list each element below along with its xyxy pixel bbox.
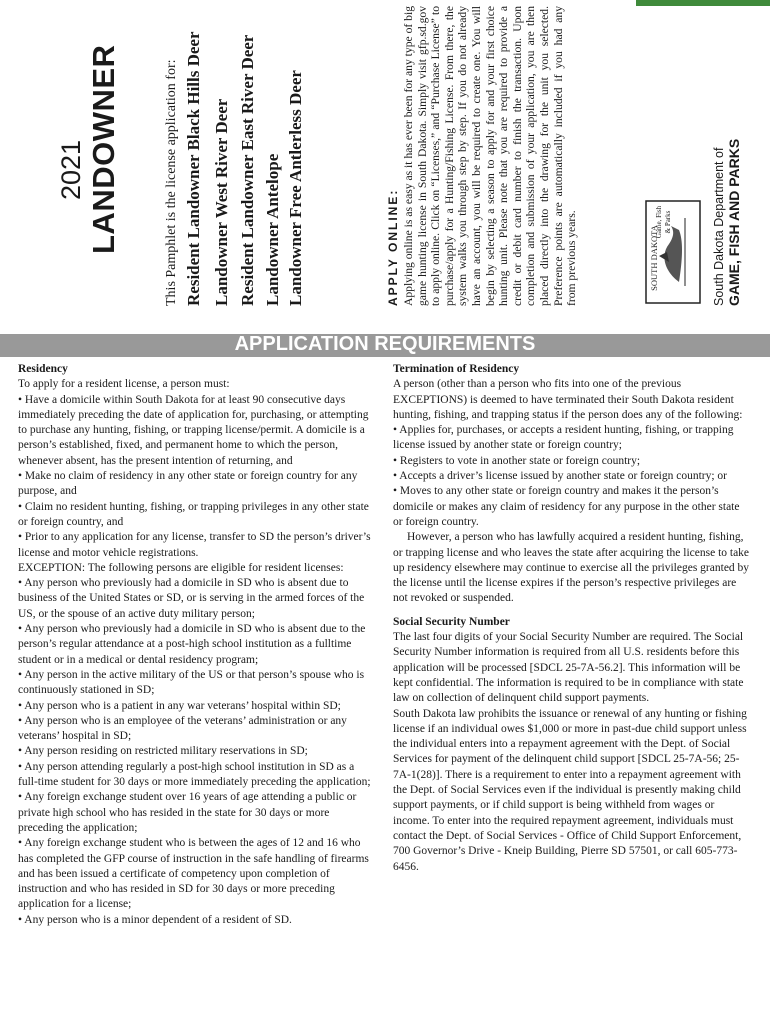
cover-title: LANDOWNER [86,44,121,254]
cover-year: 2021 [56,139,86,200]
apply-online-text: Applying online is as easy as it has ever been for any type of big game hunting license in South Dakota. Simply visit gfp.sd.gov to apply online. Click on “Licenses,” and “Purchase License” to purchase/apply for a Hunting/Fishing License. From there, the system walks you through step by step. If you do not already have an account, you will be required to create one. You will begin by selecting a season to apply for and your first choice hunting unit. Please note that you are required to provide a credit or debit card number to finish the transaction. Upon completion and submission of your application, you are then placed directly into the drawing for the unit you selected. Preference points are automatically included if you had any from previous years. [402,6,579,306]
residency-item: • Have a domicile within South Dakota for at least 90 consecutive days immediately preceding the date of application for, purchasing, or attempting to purchase any hunting, fishing, or trapping license/permit. A domicile is a person’s established, fixed, and permanent home to which the person, whenever absent, has the present intention of returning, and [18,393,369,467]
residency-item: • Make no claim of residency in any other state or foreign country for any purpose, and [18,470,358,498]
termination-intro: A person (other than a person who fits into one of the previous EXCEPTIONS) is deemed to have terminated their South Dakota resident hunting, fishing, and trapping status if the person does any of the following: [393,378,743,421]
exception-item: • Any person attending regularly a post-high school institution in SD as a full-time student for 30 days or more immediately preceding the application; [18,760,371,789]
license-item: Resident Landowner Black Hills Deer [184,31,203,306]
exception-item: • Any person residing on restricted military reservations in SD; [18,745,308,758]
termination-item: • Accepts a driver’s license issued by another state or foreign country; or [393,470,728,483]
pamphlet-intro: This Pamphlet is the license application for: [164,59,179,306]
termination-item: • Moves to any other state or foreign country and makes it the person’s domicile or makes any claim of residency for any purpose in the other state or foreign country. [393,485,740,528]
logo-text-top: SOUTH DAKOTA [649,225,659,291]
exception-item: • Any foreign exchange student who is between the ages of 12 and 16 who has completed the GFP course of instruction in the safe handling of firearms and has been issued a certificate of competency upon completion of instruction and who has resided in SD for 30 days or more preceding application for a license; [18,837,369,911]
exception-item: • Any person who previously had a domicile in SD who is absent due to business of the United States or SD, or is serving in the armed forces of the US, or the spouse of an active duty military person; [18,577,365,620]
termination-item: • Registers to vote in another state or foreign country; [393,454,641,467]
termination-ssn-column [393,362,751,875]
residency-item: • Prior to any application for any license, transfer to SD the person’s driver’s license and motor vehicle registrations. [18,531,371,559]
logo-text-bottom1: Game, Fish [655,205,663,239]
license-item: Landowner Antelope [263,153,282,306]
termination-item: • Applies for, purchases, or accepts a resident hunting, fishing, or trapping license issued by another state or foreign country; [393,424,734,452]
department-name-line1: South Dakota Department of [712,147,726,306]
exception-item: • Any person who is a minor dependent of a resident of SD. [18,913,292,926]
residency-heading: Residency [18,363,68,375]
exception-item: • Any person in the active military of the US or that person’s spouse who is continuously stationed in SD; [18,668,365,697]
apply-online-label: Apply online! [637,57,660,190]
license-item: Resident Landowner East River Deer [238,34,257,306]
apply-online-heading: APPLY ONLINE: [386,188,400,306]
apply-online-banner [636,0,770,6]
website-url[interactable]: gfp.sd.gov [660,38,693,190]
ssn-paragraph: The last four digits of your Social Security Number are required. The Social Security Number information is required from all U.S. residents before this application will be processed [SDCL 25-7A-56.2]. This information will be kept confidential. The information is required to be in compliance with state law on collection of delinquent child support payments. [393,631,744,705]
department-name-line2: GAME, FISH AND PARKS [726,138,742,306]
residency-intro: To apply for a resident license, a person must: [18,378,230,391]
license-item: Landowner Free Antlerless Deer [286,70,305,306]
ssn-heading: Social Security Number [393,615,510,628]
residency-item: • Claim no resident hunting, fishing, or trapping privileges in any other state or foreign country, and [18,500,369,528]
license-item: Landowner West River Deer [212,98,231,306]
ssn-paragraph: South Dakota law prohibits the issuance or renewal of any hunting or fishing license if an individual owes $1,000 or more in past-due child support unless the individual enters into a repayment agreement with the Dept. of Social Services for payment of the delinquent child support [SDCL 25-7A-56; 25-7A-1(28)]. There is a requirement to enter into a repayment agreement with the Dept. of Social Services even if the individual is presently making child support payments, or if child support is being withheld from wages or income. To enter into the required repayment agreement, individuals must contact the Dept. of Social Services - Office of Child Support Enforcement, 700 Governor’s Drive - Kneip Building, Pierre SD 57501, or call 605-773-6456. [393,707,747,873]
exception-item: • Any person who is an employee of the veterans’ administration or any veterans’ hospital in SD; [18,714,347,743]
residency-column [18,362,374,928]
logo-text-bottom2: & Parks [664,210,672,234]
gfp-logo-icon [644,199,702,305]
termination-heading: Termination of Residency [393,363,520,375]
exception-intro: EXCEPTION: The following persons are eligible for resident licenses: [18,561,344,574]
termination-however: However, a person who has lawfully acquired a resident hunting, fishing, or trapping license and who leaves the state after acquiring the license to take up residency elsewhere may continue to exercise all the privileges granted by the license until the license expires if the person’s respective privileges are not revoked or suspended. [393,531,750,605]
exception-item: • Any person who is a patient in any war veterans’ hospital within SD; [18,699,341,712]
exception-item: • Any foreign exchange student over 16 years of age attending a public or private high school who has resided in the state for 30 days or more preceding the application; [18,791,357,834]
requirements-title: APPLICATION REQUIREMENTS [234,333,536,355]
exception-item: • Any person who previously had a domicile in SD who is absent due to the person’s regular attendance at a post-high school institution as a fulltime student or in a medical or dental residency program; [18,623,366,666]
